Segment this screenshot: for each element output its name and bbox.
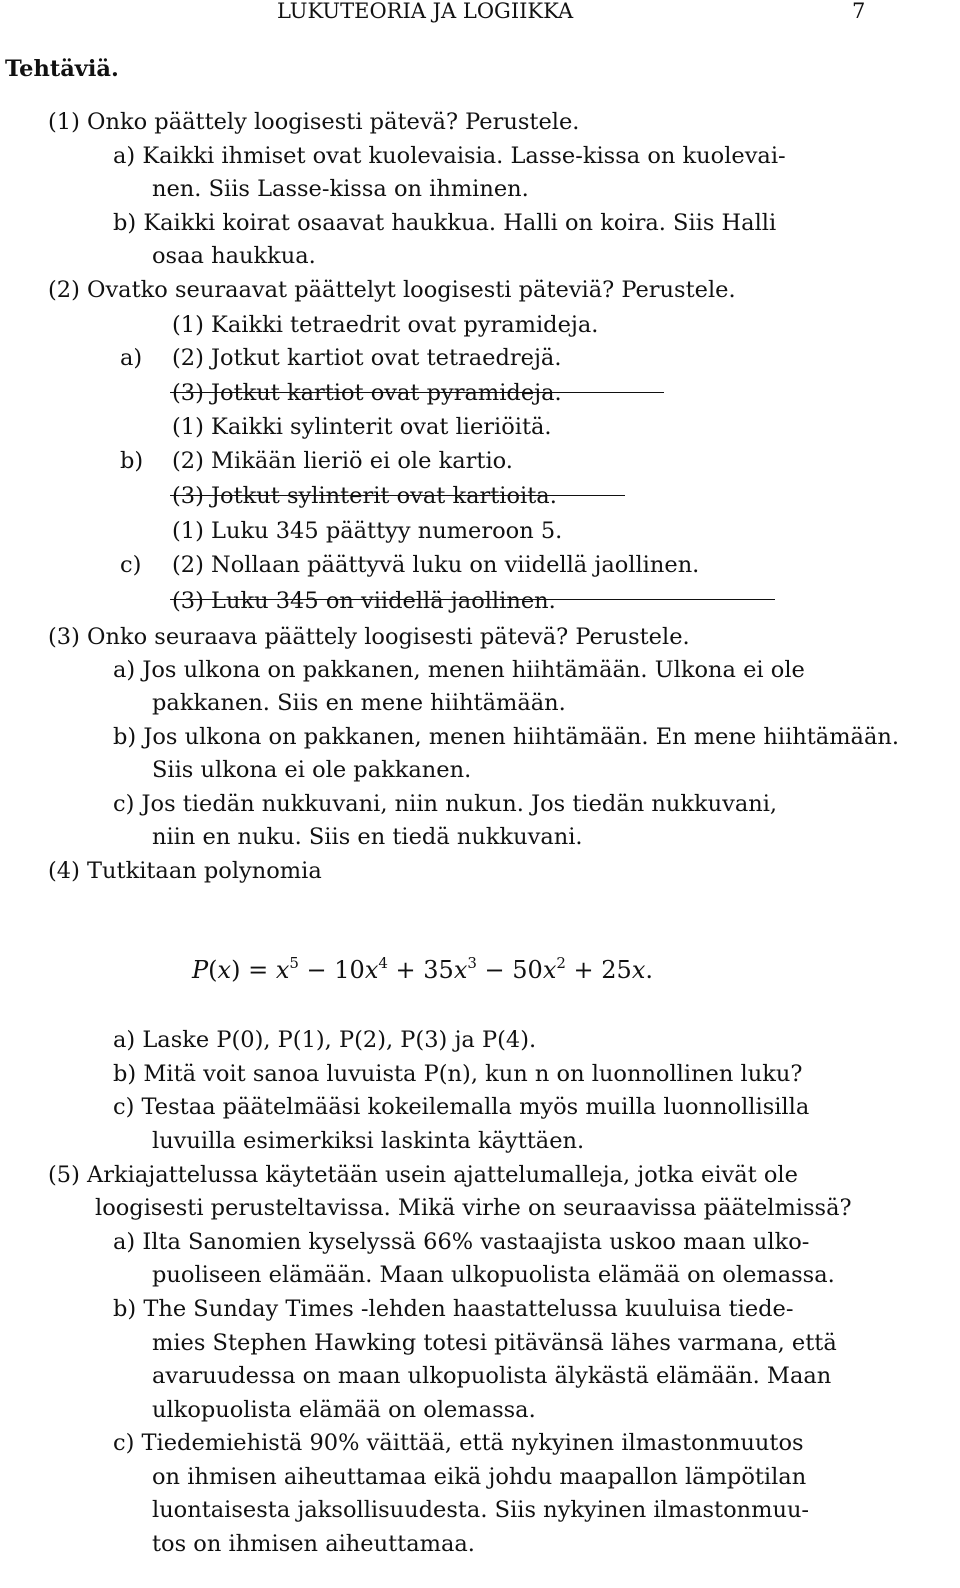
formula-exp-1: 5	[289, 954, 299, 972]
syllogism-rule-b	[170, 495, 625, 496]
syllogism-rule-c	[170, 599, 775, 600]
text-line-p5b2: mies Stephen Hawking totesi pitävänsä lähes varmana, että	[152, 1330, 837, 1356]
text-line-p5a1: a) Ilta Sanomien kyselyssä 66% vastaajista uskoo maan ulko-	[113, 1229, 810, 1255]
text-line-p1b2: osaa haukkua.	[152, 243, 316, 269]
text-line-p5b4: ulkopuolista elämää on olemassa.	[152, 1397, 536, 1423]
text-line-p5c3: luontaisesta jaksollisuudesta. Siis nykyinen ilmastonmuu-	[152, 1497, 810, 1523]
text-line-p1b1: b) Kaikki koirat osaavat haukkua. Halli on koira. Siis Halli	[113, 210, 777, 236]
text-line-p4a: a) Laske P(0), P(1), P(2), P(3) ja P(4).	[113, 1027, 537, 1053]
text-line-p1a2: nen. Siis Lasse-kissa on ihminen.	[152, 176, 529, 202]
text-line-p2: (2) Ovatko seuraavat päättelyt loogisesti päteviä? Perustele.	[48, 277, 736, 303]
syllogism-rule-a	[170, 392, 664, 393]
text-line-p2cl: c)	[120, 552, 142, 578]
text-line-p5a2: puoliseen elämään. Maan ulkopuolista elämää on olemassa.	[152, 1262, 835, 1288]
text-line-p5b1: b) The Sunday Times -lehden haastattelussa kuuluisa tiede-	[113, 1296, 794, 1322]
text-line-p2b3: (3) Jotkut sylinterit ovat kartioita.	[172, 483, 557, 509]
formula-term-2: − 10x	[298, 956, 379, 984]
text-line-p3a1: a) Jos ulkona on pakkanen, menen hiihtämään. Ulkona ei ole	[113, 657, 805, 683]
text-line-p2a3: (3) Jotkut kartiot ovat pyramideja.	[172, 380, 562, 406]
text-line-p3a2: pakkanen. Siis en mene hiihtämään.	[152, 690, 566, 716]
text-line-p5a: (5) Arkiajattelussa käytetään usein ajattelumalleja, jotka eivät ole	[48, 1162, 798, 1188]
formula-display	[192, 955, 653, 985]
text-line-p3b1: b) Jos ulkona on pakkanen, menen hiihtämään. En mene hiihtämään.	[113, 724, 900, 750]
text-line-p2a2: (2) Jotkut kartiot ovat tetraedrejä.	[172, 345, 562, 371]
text-line-p2b1: (1) Kaikki sylinterit ovat lieriöitä.	[172, 414, 552, 440]
text-line-p3: (3) Onko seuraava päättely loogisesti pätevä? Perustele.	[48, 624, 690, 650]
text-line-p2b2: (2) Mikään lieriö ei ole kartio.	[172, 448, 513, 474]
text-line-p4b: b) Mitä voit sanoa luvuista P(n), kun n on luonnollinen luku?	[113, 1061, 803, 1087]
formula-lhs: P(x) = x	[192, 956, 290, 984]
text-line-p2c1: (1) Luku 345 päättyy numeroon 5.	[172, 518, 563, 544]
formula-term-4: − 50x	[476, 956, 557, 984]
formula-exp-4: 2	[556, 954, 566, 972]
text-line-p2bl: b)	[120, 448, 144, 474]
text-line-p2c3: (3) Luku 345 on viidellä jaollinen.	[172, 588, 556, 614]
formula-exp-2: 4	[378, 954, 388, 972]
text-line-p4: (4) Tutkitaan polynomia	[48, 858, 322, 884]
text-line-p1a1: a) Kaikki ihmiset ovat kuolevaisia. Lasse-kissa on kuolevai-	[113, 143, 786, 169]
text-line-p3c1: c) Jos tiedän nukkuvani, niin nukun. Jos tiedän nukkuvani,	[113, 791, 778, 817]
page-number: 7	[852, 0, 866, 23]
text-line-p2c2: (2) Nollaan päättyvä luku on viidellä jaollinen.	[172, 552, 700, 578]
text-line-p5b3: avaruudessa on maan ulkopuolista älykästä elämään. Maan	[152, 1363, 832, 1389]
text-line-p3c2: niin en nuku. Siis en tiedä nukkuvani.	[152, 824, 583, 850]
formula-exp-3: 3	[467, 954, 477, 972]
text-line-p4c2: luvuilla esimerkiksi laskinta käyttäen.	[152, 1128, 585, 1154]
text-line-p3b2: Siis ulkona ei ole pakkanen.	[152, 757, 472, 783]
text-line-p5b: loogisesti perusteltavissa. Mikä virhe on seuraavissa päätelmissä?	[95, 1195, 852, 1221]
formula-term-5: + 25x.	[565, 956, 653, 984]
formula-term-3: + 35x	[387, 956, 468, 984]
text-line-p1: (1) Onko päättely loogisesti pätevä? Perustele.	[48, 109, 580, 135]
text-line-p5c4: tos on ihmisen aiheuttamaa.	[152, 1531, 475, 1557]
text-line-p5c1: c) Tiedemiehistä 90% väittää, että nykyinen ilmastonmuutos	[113, 1430, 804, 1456]
running-title: LUKUTEORIA JA LOGIIKKA	[277, 0, 574, 23]
text-line-p5c2: on ihmisen aiheuttamaa eikä johdu maapallon lämpötilan	[152, 1464, 807, 1490]
text-line-p2al: a)	[120, 345, 143, 371]
text-line-p2a1: (1) Kaikki tetraedrit ovat pyramideja.	[172, 312, 599, 338]
section-title: Tehtäviä.	[5, 56, 119, 82]
text-line-p4c1: c) Testaa päätelmääsi kokeilemalla myös muilla luonnollisilla	[113, 1094, 810, 1120]
